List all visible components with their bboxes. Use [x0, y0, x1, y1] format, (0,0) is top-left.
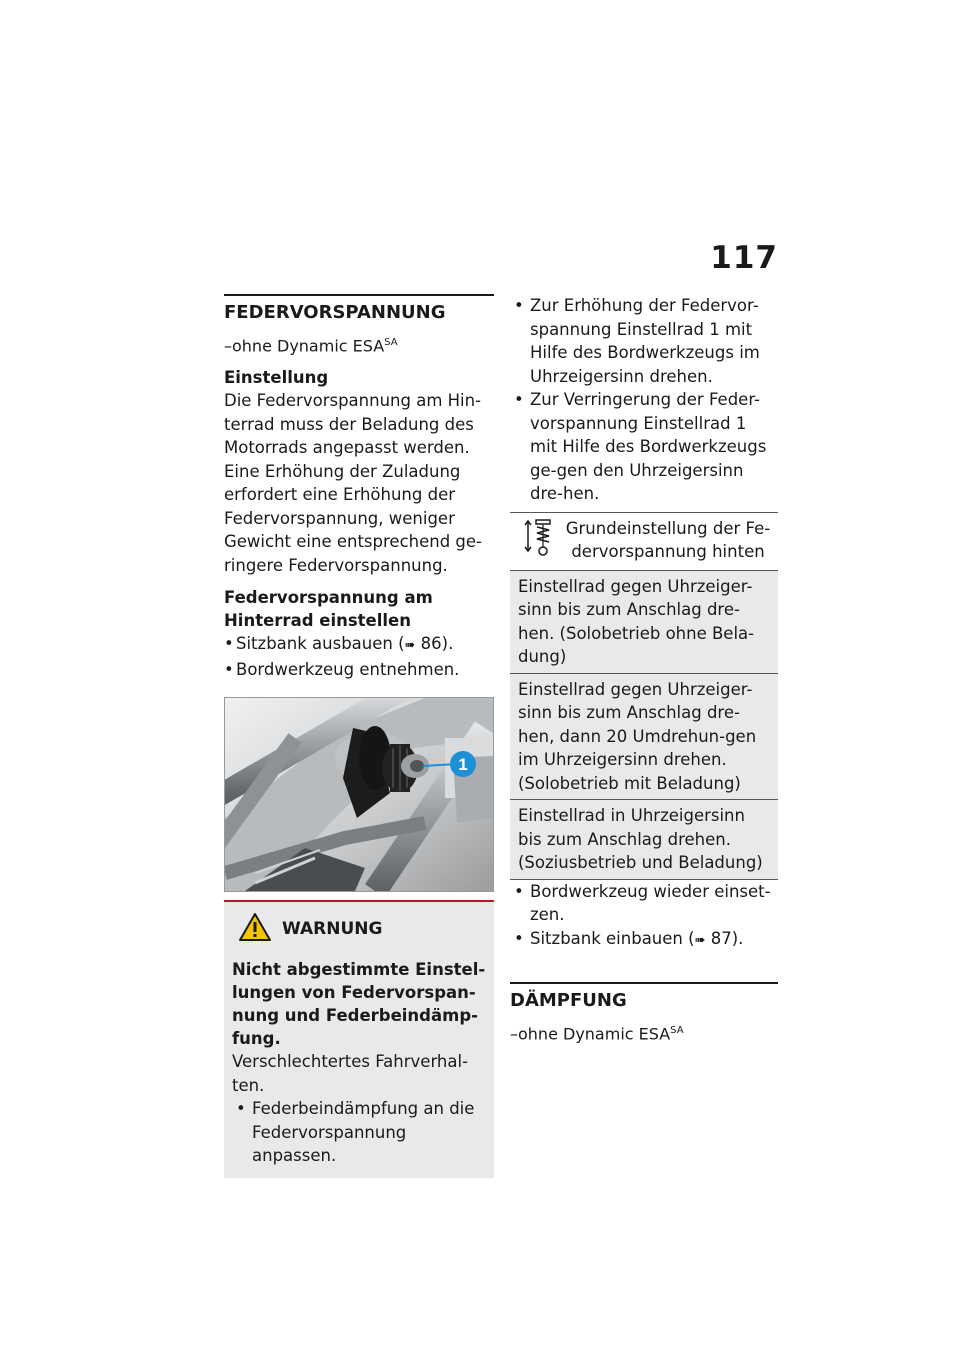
- settings-table: [510, 512, 778, 880]
- right-column: [510, 294, 778, 1045]
- page-ref-link[interactable]: 87).: [705, 928, 744, 948]
- variant-text: –ohne Dynamic ESA: [224, 336, 385, 356]
- left-column: [224, 294, 494, 1178]
- warning-header: [238, 912, 488, 946]
- table-header: [510, 513, 778, 571]
- list-item: • Sitzbank ausbauen (➠ 86).: [224, 632, 494, 658]
- einstellen-heading: Federvorspannung am Hinterrad einstellen: [224, 588, 433, 631]
- section-rule: [224, 294, 494, 296]
- table-header-label: Grundeinstellung der Fe-dervorspannung hinten: [565, 518, 771, 561]
- variant-note: [224, 332, 494, 357]
- warning-triangle-icon: [238, 912, 272, 946]
- warning-title: Nicht abgestimmte Einstel-lungen von Federvorspan-nung und Federbeindämp-fung.: [232, 960, 486, 1049]
- adjuster-photo: [224, 697, 494, 892]
- table-row: Einstellrad gegen Uhrzeiger-sinn bis zum Anschlag dre-hen. (Solobetrieb ohne Bela-dung): [510, 571, 778, 674]
- table-row: Einstellrad gegen Uhrzeiger-sinn bis zum Anschlag dre-hen, dann 20 Umdrehun-gen im Uhrzeigersinn drehen. (Solobetrieb mit Beladung): [510, 674, 778, 801]
- section-rule: [510, 982, 778, 984]
- list-item: • Bordwerkzeug entnehmen.: [224, 658, 494, 682]
- photo-callout-1: 1: [458, 755, 468, 775]
- warning-label: WARNUNG: [282, 919, 383, 940]
- page-ref-arrow-icon: ➠: [404, 638, 416, 654]
- section-title-federvorspannung: FEDERVORSPANNUNG: [224, 302, 446, 323]
- list-item: • Zur Verringerung der Feder-vorspannung Einstellrad 1 mit Hilfe des Bordwerkzeugs ge-gen den Uhrzeigersinn dre-hen.: [510, 388, 778, 506]
- list-item: • Sitzbank einbauen (➠ 87).: [510, 927, 778, 953]
- table-row: Einstellrad in Uhrzeigersinn bis zum Anschlag drehen. (Soziusbetrieb und Beladung): [510, 800, 778, 880]
- warning-box: [224, 902, 494, 1178]
- einstellung-text: Die Federvorspannung am Hin-terrad muss der Beladung des Motorrads angepasst werden. Eine Erhöhung der Zuladung erfordert eine Erhöhung der Federvorspannung, weniger Gewicht eine entsprechend ge-ringere Federvorspannung.: [224, 391, 483, 575]
- variant-sup: SA: [384, 337, 398, 348]
- warning-list-item: • Federbeindämpfung an die Federvorspannung anpassen.: [232, 1097, 488, 1168]
- page-ref-link[interactable]: 86).: [415, 634, 454, 654]
- spring-preload-icon: [524, 517, 554, 564]
- list-item: • Zur Erhöhung der Federvor-spannung Einstellrad 1 mit Hilfe des Bordwerkzeugs im Uhrzeigersinn drehen.: [510, 294, 778, 388]
- section-title-daempfung: DÄMPFUNG: [510, 990, 627, 1011]
- variant-text: –ohne Dynamic ESA: [510, 1024, 671, 1044]
- variant-note: [510, 1020, 778, 1045]
- warning-text: Verschlechtertes Fahrverhal-ten.: [232, 1052, 469, 1095]
- einstellung-heading: Einstellung: [224, 368, 329, 388]
- list-item: • Bordwerkzeug wieder einset-zen.: [510, 880, 778, 927]
- page-ref-arrow-icon: ➠: [694, 932, 706, 948]
- page-number: 117: [710, 240, 778, 276]
- variant-sup: SA: [670, 1025, 684, 1036]
